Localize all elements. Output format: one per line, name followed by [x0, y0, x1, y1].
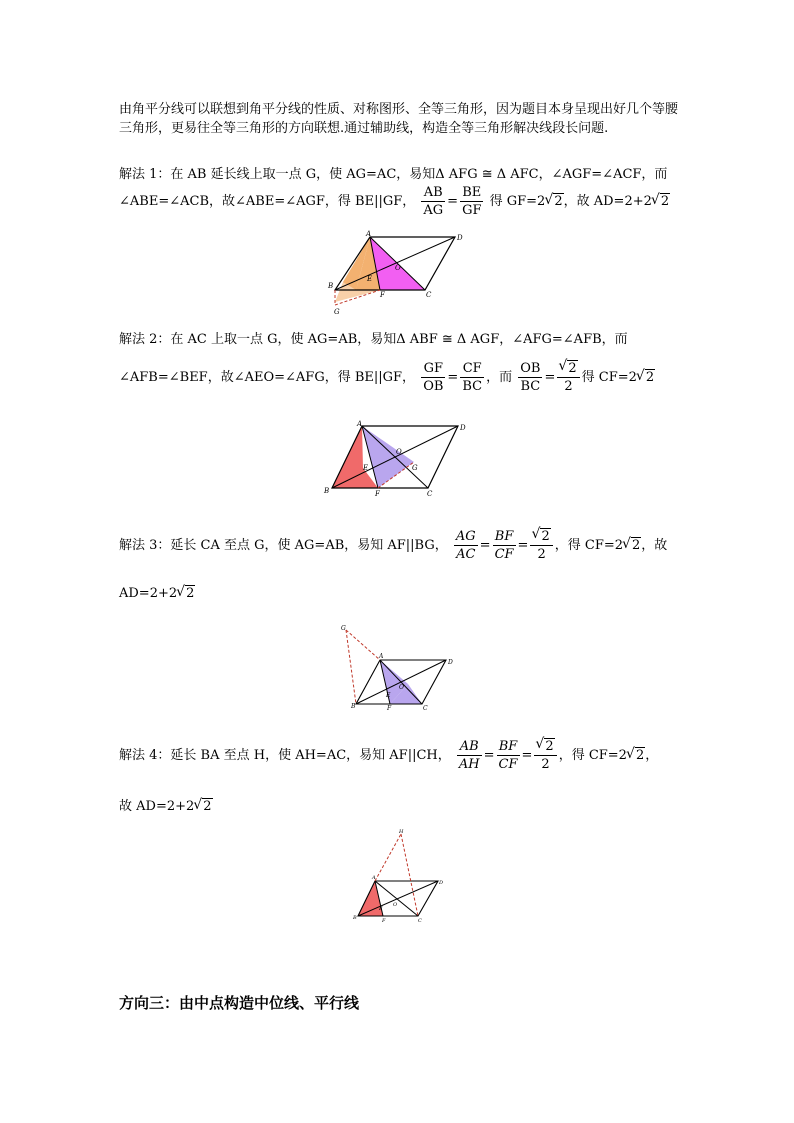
fraction-cf-bc: $\frac{CF}{BC}$ [462, 361, 483, 394]
method4-text-d: 故 AD=2+2 [119, 799, 195, 814]
fraction-be-gf: $\frac{BE}{GF}$ [462, 185, 482, 218]
method4-text-c: ， [645, 748, 659, 763]
label-c: C [426, 291, 432, 299]
label-a: A [357, 420, 363, 428]
fraction-ab-ag: $\frac{AB}{AG}$ [423, 185, 444, 218]
method1-text-c: ，故 AD=2+2 [563, 194, 652, 209]
label-g: G [412, 464, 418, 472]
label-h: H [399, 829, 404, 835]
label-o: O [395, 264, 401, 272]
method3-text-b: ，得 CF=2 [554, 538, 623, 553]
label-a: A [366, 230, 372, 238]
label-e: E [386, 692, 391, 699]
fraction-bf-cf: $\frac{BF}{CF}$ [494, 529, 514, 562]
fraction-sqrt2-2: √ $\frac{2}{2}$ [530, 528, 552, 563]
fraction-bf-cf: $\frac{BF}{CF}$ [498, 739, 518, 772]
method2-line1: 解法 2：在 AC 上取一点 G，使 AG=AB，易知Δ ABF ≅ Δ AGF，∠AFG=∠AFB，而 [119, 332, 628, 347]
method1-line2: ∠ABE=∠ACB，故∠ABE=∠AGF，得 BE||GF， $\frac{AB}{AG}$ = $\frac{BE}{GF}$ 得 GF=2√ 2，故 AD=2+2√ 2 [119, 184, 670, 219]
dashed-ah [375, 834, 401, 881]
method2-line2: ∠AFB=∠BEF，故∠AEO=∠AFG，得 BE||GF， $\frac{GF}{OB}$ = $\frac{CF}{BC}$ ，而 $\frac{OB}{BC}$ = √ $\frac{2}{2}$ 得 CF=2√ 2 [119, 360, 655, 395]
figure-method4 [348, 826, 448, 926]
label-f: F [382, 918, 386, 924]
sqrt-symbol: √ 2 [177, 586, 195, 601]
label-f: F [380, 291, 385, 299]
label-d: D [448, 659, 453, 666]
method1-text-b: 得 GF=2 [489, 194, 546, 209]
method2-text-a: ∠AFB=∠BEF，故∠AEO=∠AFG，得 BE||GF， [119, 370, 416, 385]
intro-paragraph: 由角平分线可以联想到角平分线的性质、对称图形、全等三角形，因为题目本身呈现出好几个等腰三角形，更易往全等三角形的方向联想.通过辅助线，构造全等三角形解决线段长问题. [119, 102, 679, 136]
method1-text-a: ∠ABE=∠ACB，故∠ABE=∠AGF，得 BE||GF， [119, 194, 416, 209]
label-o: O [399, 684, 404, 691]
sqrt-symbol: √ 2 [194, 799, 212, 814]
label-f: F [375, 490, 380, 498]
sqrt-symbol: √ 2 [627, 748, 645, 763]
method3-text-a: 解法 3：延长 CA 至点 G，使 AG=AB，易知 AF||BG， [119, 538, 448, 553]
label-o: O [393, 902, 398, 908]
method3-text-d: AD=2+2 [119, 586, 178, 601]
label-c: C [427, 490, 433, 498]
label-d: D [460, 424, 466, 432]
sqrt-symbol: √ 2 [545, 194, 563, 209]
sqrt-symbol: √ 2 [652, 194, 670, 209]
dashed-gb [346, 630, 356, 704]
label-e: E [379, 906, 383, 912]
method3-line1: 解法 3：延长 CA 至点 G，使 AG=AB，易知 AF||BG， $\frac{AG}{AC}$ = $\frac{BF}{CF}$ = √ $\frac{2}{2}$ ，得 CF=2√ 2，故 [119, 528, 667, 563]
method2-text-b: ，而 [486, 370, 513, 385]
label-d: D [439, 880, 444, 886]
label-o: O [396, 448, 402, 456]
label-c: C [423, 705, 428, 712]
method3-line2 [119, 586, 195, 601]
sqrt-symbol: √ 2 [637, 370, 655, 385]
label-b: B [324, 487, 330, 495]
fraction-ag-ac: $\frac{AG}{AC}$ [455, 529, 476, 562]
label-c: C [418, 918, 422, 924]
label-d: D [457, 234, 463, 242]
label-g: G [341, 625, 346, 632]
label-b: B [351, 703, 356, 710]
method4-line2 [119, 795, 213, 814]
method2-text-c: 得 CF=2 [581, 370, 637, 385]
label-a: A [379, 653, 384, 660]
label-a: A [372, 875, 376, 881]
label-f: F [387, 705, 392, 712]
figure-method2 [318, 418, 478, 503]
label-e: E [367, 275, 373, 283]
fraction-gf-ob: $\frac{GF}{OB}$ [423, 361, 444, 394]
label-e: E [363, 464, 369, 472]
method3-text-c: ，故 [641, 538, 668, 553]
dashed-ga [346, 630, 380, 660]
figure-method3 [336, 622, 466, 712]
label-g: G [334, 308, 340, 316]
method1-line1: 解法 1：在 AB 延长线上取一点 G，使 AG=AC，易知Δ AFG ≅ Δ AFC，∠AGF=∠ACF，而 [119, 167, 668, 182]
fraction-sqrt2-2: √ $\frac{2}{2}$ [534, 738, 556, 773]
label-b: B [353, 915, 357, 921]
fraction-sqrt2-2: √ $\frac{2}{2}$ [557, 360, 579, 395]
method4-text-a: 解法 4：延长 BA 至点 H，使 AH=AC，易知 AF||CH， [119, 748, 451, 763]
fraction-ob-bc: $\frac{OB}{BC}$ [520, 361, 541, 394]
section-heading: 方向三：由中点构造中位线、平行线 [119, 994, 360, 1012]
label-b: B [328, 282, 334, 290]
method4-text-b: ，得 CF=2 [558, 748, 627, 763]
figure-method1 [325, 230, 470, 320]
sqrt-symbol: √ 2 [623, 538, 641, 553]
method4-line1: 解法 4：延长 BA 至点 H，使 AH=AC，易知 AF||CH， $\frac{AB}{AH}$ = $\frac{BF}{CF}$ = √ $\frac{2}{2}$ ，得 CF=2√ 2， [119, 738, 658, 773]
fraction-ab-ah: $\frac{AB}{AH}$ [458, 739, 480, 772]
